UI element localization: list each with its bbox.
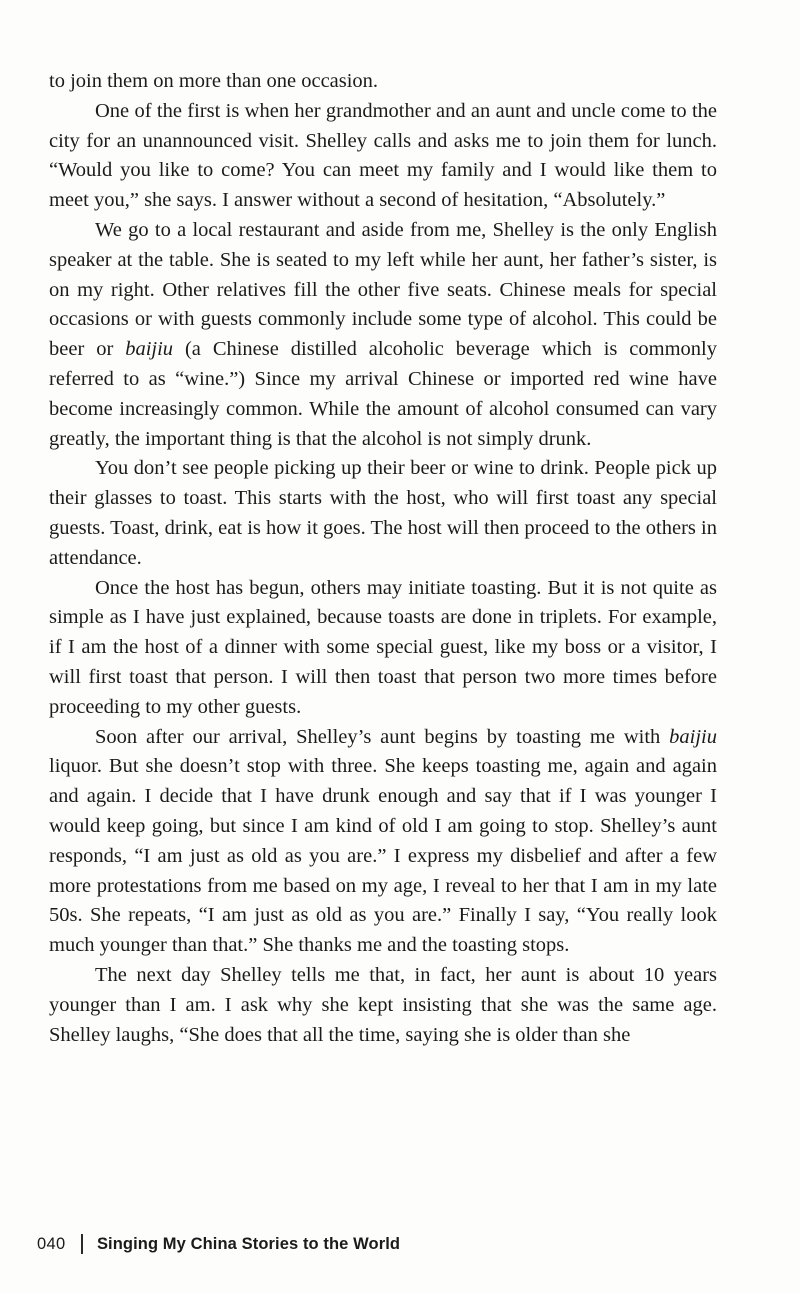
text-run: liquor. But she doesn’t stop with three. She keeps toasting me, again and again and again. I decide that I have drunk enough and say that if I was younger I would keep going, but since I am kind of old I am going to stop. Shelley’s aunt responds, “I am just as old as you are.” I express my disbelief and after a few more protestations from me based on my age, I reveal to her that I am in my late 50s. She repeats, “I am just as old as you are.” Finally I say, “You really look much younger than that.” She thanks me and the toasting stops.: [49, 755, 717, 957]
running-title: Singing My China Stories to the World: [96, 1234, 401, 1253]
footer-divider: [81, 1234, 83, 1254]
paragraph: [49, 961, 717, 1050]
text-run: One of the first is when her grandmother and an aunt and uncle come to the city for an unannounced visit. Shelley calls and asks me to join them for lunch. “Would you like to come? You can meet my family and I would like them to meet you,” she says. I answer without a second of hesitation, “Absolutely.”: [49, 99, 717, 212]
italic-term: baijiu: [669, 725, 717, 748]
text-run: Soon after our arrival, Shelley’s aunt begins by toasting me with: [95, 725, 670, 748]
body-text: [49, 67, 717, 1050]
text-run: Once the host has begun, others may initiate toasting. But it is not quite as simple as I have just explained, because toasts are done in triplets. For example, if I am the host of a dinner with some special guest, like my boss or a visitor, I will first toast that person. I will then toast that person two more times before proceeding to my other guests.: [49, 576, 717, 718]
text-run: The next day Shelley tells me that, in fact, her aunt is about 10 years younger than I am. I ask why she kept insisting that she was the same age. Shelley laughs, “She does that all the time, saying she is older than she: [49, 963, 717, 1046]
page-number: 040: [37, 1234, 66, 1253]
paragraph: [49, 454, 717, 573]
paragraph: [49, 574, 717, 723]
italic-term: baijiu: [125, 338, 174, 361]
paragraph: [49, 67, 717, 97]
text-run: (a Chinese distilled alcoholic beverage which is commonly referred to as “wine.”) Since my arrival Chinese or imported red wine have become increasingly common. While the amount of alcohol consumed can vary greatly, the important thing is that the alcohol is not simply drunk.: [49, 338, 717, 450]
text-run: We go to a local restaurant and aside from me, Shelley is the only English speaker at the table. She is seated to my left while her aunt, her father’s sister, is on my right. Other relatives fill the other five seats. Chinese meals for special occasions or with guests commonly include some type of alcohol. This could be beer or: [49, 218, 717, 361]
text-run: You don’t see people picking up their beer or wine to drink. People pick up their glasses to toast. This starts with the host, who will first toast any special guests. Toast, drink, eat is how it goes. The host will then proceed to the others in attendance.: [49, 457, 717, 569]
paragraph: [49, 216, 717, 454]
page-footer: [37, 1234, 400, 1254]
paragraph: [49, 723, 717, 961]
paragraph: [49, 97, 717, 216]
text-run: to join them on more than one occasion.: [49, 70, 379, 92]
